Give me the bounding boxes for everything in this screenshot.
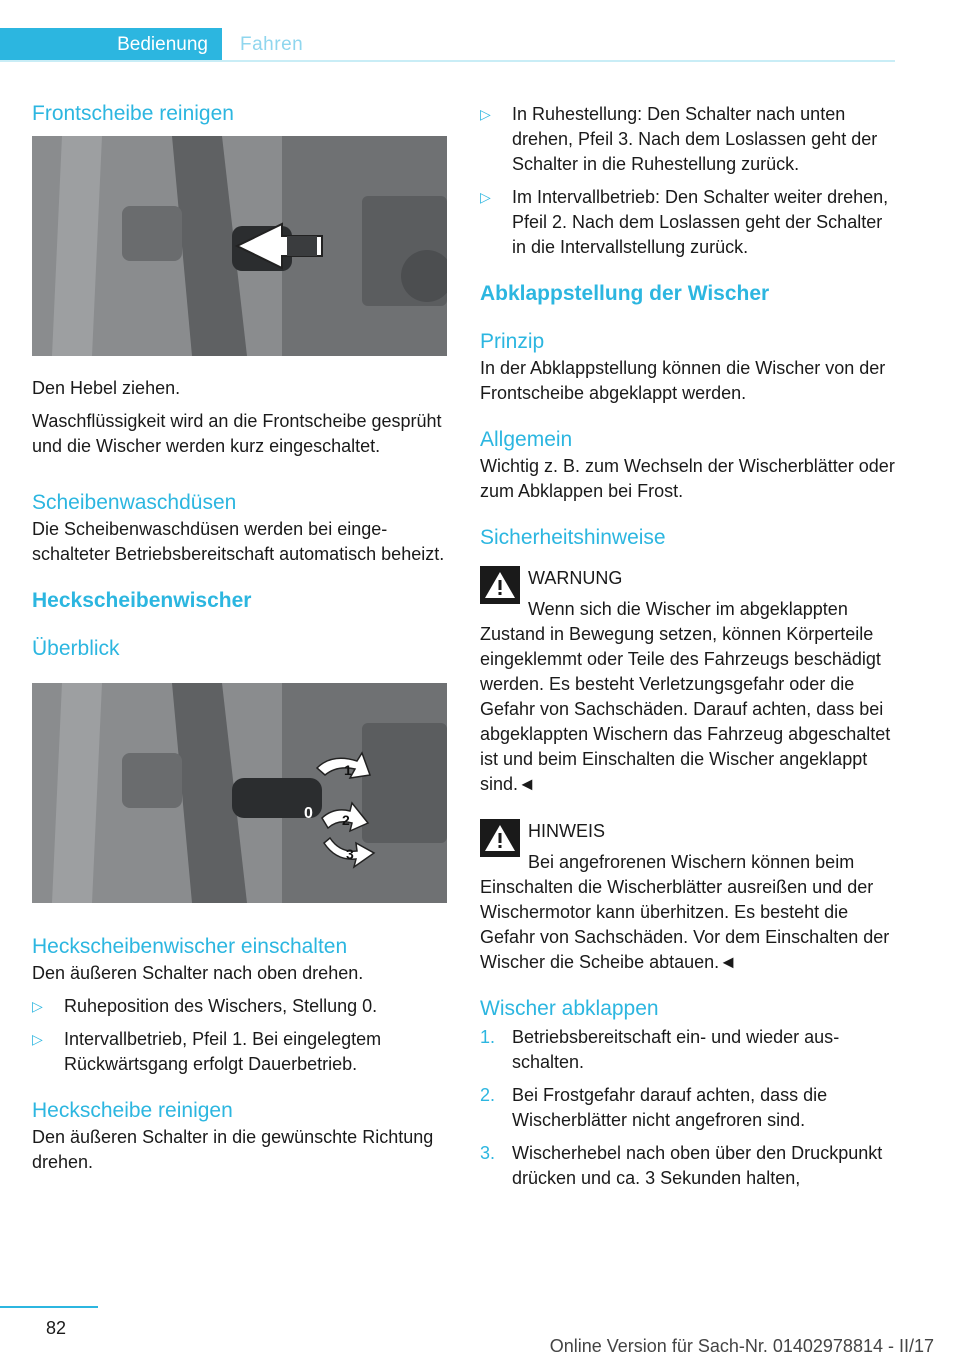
heading-allgemein: Allgemein (480, 428, 573, 451)
list-item: ▷ Intervallbetrieb, Pfeil 1. Bei eingelegtem Rückwärtsgang erfolgt Dauerbetrieb. (32, 1029, 382, 1074)
footer-online-version: Online Version für Sach-Nr. 01402978814 - II/17 (549, 1336, 934, 1356)
warning-text-first: Wenn sich die Wischer im abgeklappten (528, 599, 848, 619)
page-number: 82 (46, 1318, 67, 1338)
steering-lever-photo-pull (32, 136, 447, 356)
text-heckscheibe-reinigen: Den äußeren Schalter in die gewünschte Richtung drehen. (32, 1127, 434, 1172)
arrow-label-2: 2 (342, 812, 350, 828)
tab-fahren[interactable]: Fahren (240, 34, 304, 55)
triangle-bullet-icon: ▷ (480, 189, 491, 205)
list-item: 3. Wischerhebel nach oben über den Druckpunkt drücken und ca. 3 Sekunden halten, (480, 1143, 883, 1188)
warning-triangle-icon (480, 566, 520, 604)
list-item: ▷ Im Intervallbetrieb: Den Schalter weiter drehen, Pfeil 2. Nach dem Loslassen geht der Schalter in die Intervallstellung zurück. (480, 187, 889, 257)
heading-wischer-abklappen: Wischer abklappen (480, 997, 659, 1020)
list-wischer-abklappen (480, 1025, 898, 1191)
heading-prinzip: Prinzip (480, 330, 545, 353)
heading-abklappstellung: Abklappstellung der Wischer (480, 282, 770, 305)
position-label-0: 0 (304, 805, 313, 822)
notice-triangle-icon (480, 819, 520, 857)
triangle-bullet-icon: ▷ (32, 998, 43, 1014)
lever-pull-illustration (32, 136, 447, 356)
list-item: 1. Betriebsbereitschaft ein- und wieder ausschalten. (480, 1027, 840, 1072)
arrow-label-1: 1 (344, 762, 352, 778)
chapter-tabs (0, 28, 895, 62)
text-waschfluessigkeit: Waschflüssigkeit wird an die Frontscheibe gesprüht und die Wischer werden kurz eingeschaltet. (32, 411, 442, 456)
warning-text: Zustand in Bewegung setzen, können Körperteile eingeklemmt oder Teile des Fahrzeugs beschädigt werden. Es besteht Verletzungsgefahr oder die Gefahr von Sachschäden. Darauf achten, dass bei abgeklappten Wischern das Fahrzeug abgeschaltet ist und beim Einschalten die Wischer angeklappt sind.◄ (480, 624, 891, 794)
text-den-hebel-ziehen: Den Hebel ziehen. (32, 378, 181, 398)
tab-bedienung[interactable]: Bedienung (0, 28, 222, 62)
list-item: 2. Bei Frostgefahr darauf achten, dass die Wischerblätter nicht angefroren sind. (480, 1085, 828, 1130)
heading-ueberblick: Überblick (32, 637, 120, 660)
right-column (480, 102, 898, 1191)
heading-heckscheibenwischer-einschalten: Heckscheibenwischer einschalten (32, 935, 348, 958)
warning-box (480, 566, 898, 797)
triangle-bullet-icon: ▷ (32, 1031, 43, 1047)
rear-wiper-illustration (32, 683, 447, 903)
warning-label: WARNUNG (528, 568, 623, 588)
notice-label: HINWEIS (528, 821, 606, 841)
notice-text-first: Bei angefrorenen Wischern können beim (528, 852, 855, 872)
steering-lever-photo-rear-wiper (32, 683, 447, 903)
heading-scheibenwaschduesen: Scheibenwaschdüsen (32, 491, 237, 514)
text-prinzip: In der Abklappstellung können die Wischer von der Frontscheibe abgeklappt werden. (480, 358, 886, 403)
heading-frontscheibe-reinigen: Frontscheibe reinigen (32, 102, 234, 125)
notice-text: Einschalten die Wischerblätter ausreißen und der Wischermotor kann überhitzen. Es besteht die Gefahr von Sachschäden. Vor dem Einschalten der Wischer die Scheibe abtauen.◄ (480, 877, 890, 972)
tab-underline (0, 60, 895, 62)
heading-heckscheibe-reinigen: Heckscheibe reinigen (32, 1099, 233, 1122)
left-column (32, 100, 450, 1175)
footer-divider (0, 1306, 98, 1308)
list-ruhestellung (480, 102, 898, 260)
triangle-bullet-icon: ▷ (480, 106, 491, 122)
text-einschalten: Den äußeren Schalter nach oben drehen. (32, 963, 364, 983)
heading-heckscheibenwischer: Heckscheibenwischer (32, 589, 252, 612)
list-item: ▷ Ruheposition des Wischers, Stellung 0. (32, 994, 450, 1019)
arrow-label-3: 3 (346, 846, 354, 862)
text-scheibenwaschduesen: Die Scheibenwaschdüsen werden bei eingeschalteter Betriebsbereitschaft automatisch beheizt. (32, 519, 445, 564)
list-item: ▷ In Ruhestellung: Den Schalter nach unten drehen, Pfeil 3. Nach dem Loslassen geht der Schalter in die Ruhestellung zurück. (480, 104, 878, 174)
text-allgemein: Wichtig z. B. zum Wechseln der Wischerblätter oder zum Abklappen bei Frost. (480, 456, 895, 501)
list-einschalten (32, 994, 450, 1077)
notice-box (480, 819, 898, 975)
heading-sicherheitshinweise: Sicherheitshinweise (480, 526, 666, 549)
